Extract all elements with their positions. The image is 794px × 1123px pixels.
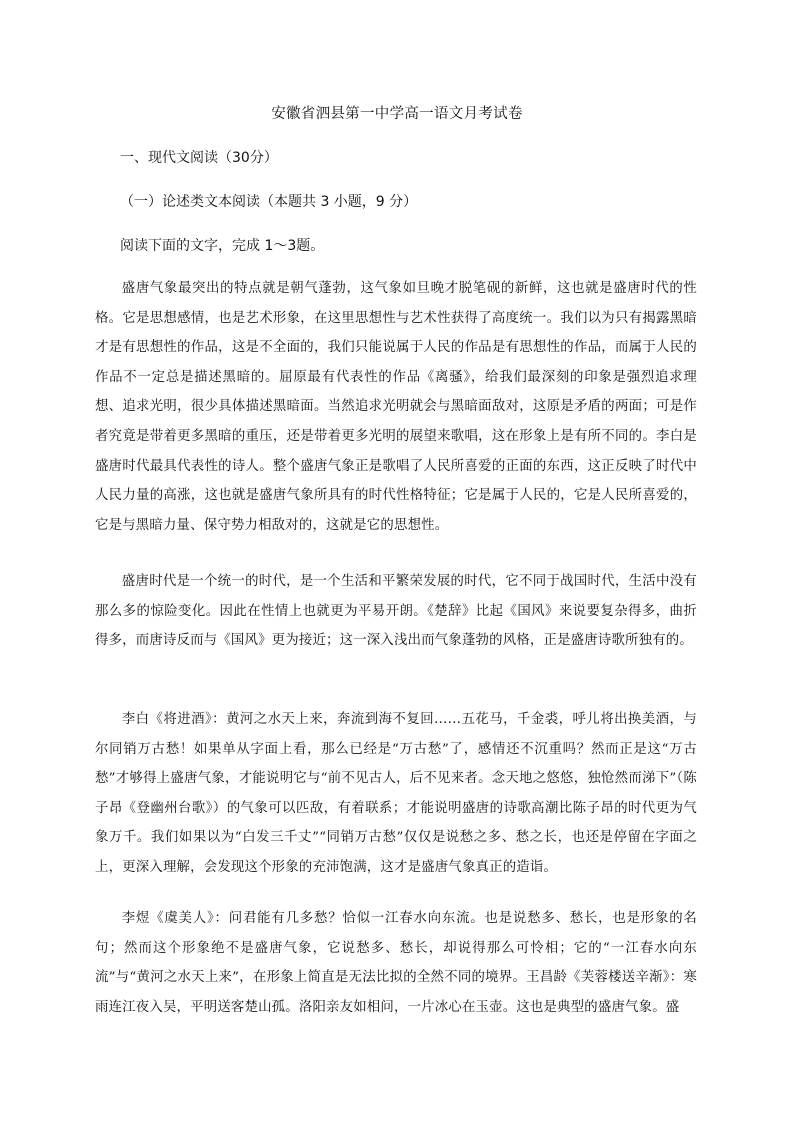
passage-paragraph-3: 李白《将进酒》：黄河之水天上来，奔流到海不复回……五花马，千金裘，呼儿将出换美酒，与尔同销万古愁！如果单从字面上看，那么已经是“万古愁”了，感情还不沉重吗？然而正是这“万古愁”才够得上盛唐气象，才能说明它与“前不见古人，后不见来者。念天地之悠悠，独怆然而涕下”（陈子昂《登幽州台歌》）的气象可以匹敌，有着联系；才能说明盛唐的诗歌高潮比陈子昂的时代更为气象万千。我们如果以为“白发三千丈”“同销万古愁”仅仅是说愁之多、愁之长，也还是停留在字面之上，更深入理解，会发现这个形象的充沛饱满，这才是盛唐气象真正的造诣。 [95,712,697,875]
page-title: 安徽省泗县第一中学高一语文月考试卷 [271,106,523,122]
subsection-heading: （一）论述类文本阅读（本题共 3 小题，9 分） [120,194,418,210]
section-heading: 一、现代文阅读（30分） [120,150,278,166]
passage-paragraph-2: 盛唐时代是一个统一的时代，是一个生活和平繁荣发展的时代，它不同于战国时代，生活中没有那么多的惊险变化。因此在性情上也就更为平易开朗。《楚辞》比起《国风》来说要复杂得多，曲折得多，而唐诗反而与《国风》更为接近；这一深入浅出而气象蓬勃的风格，正是盛唐诗歌所独有的。 [95,574,697,649]
passage-paragraph-1: 盛唐气象最突出的特点就是朝气蓬勃，这气象如旦晚才脱笔砚的新鲜，这也就是盛唐时代的性格。它是思想感情，也是艺术形象，在这里思想性与艺术性获得了高度统一。我们以为只有揭露黑暗才是有思想性的作品，这是不全面的，我们只能说属于人民的作品是有思想性的作品，而属于人民的作品不一定总是描述黑暗的。屈原最有代表性的作品《离骚》，给我们最深刻的印象是强烈追求理想、追求光明，很少具体描述黑暗面。当然追求光明就会与黑暗面敌对，这原是矛盾的两面；可是作者究竟是带着更多黑暗的重压，还是带着更多光明的展望来歌唱，这在形象上是有所不同的。李白是盛唐时代最具代表性的诗人。整个盛唐气象正是歌唱了人民所喜爱的正面的东西，这正反映了时代中人民力量的高涨，这也就是盛唐气象所具有的时代性格特征；它是属于人民的，它是人民所喜爱的，它是与黑暗力量、保守势力相敌对的，这就是它的思想性。 [95,281,697,533]
reading-instruction: 阅读下面的文字，完成 1～3题。 [120,238,325,254]
passage-paragraph-4: 李煜《虞美人》：问君能有几多愁？恰似一江春水向东流。也是说愁多、愁长，也是形象的名句；然而这个形象绝不是盛唐气象，它说愁多、愁长，却说得那么可怜相；它的“一江春水向东流”与“黄河之水天上来”，在形象上简直是无法比拟的全然不同的境界。王昌龄《芙蓉楼送辛渐》：寒雨连江夜入吴，平明送客楚山孤。洛阳亲友如相问，一片冰心在玉壶。这也是典型的盛唐气象。盛 [95,911,697,1015]
